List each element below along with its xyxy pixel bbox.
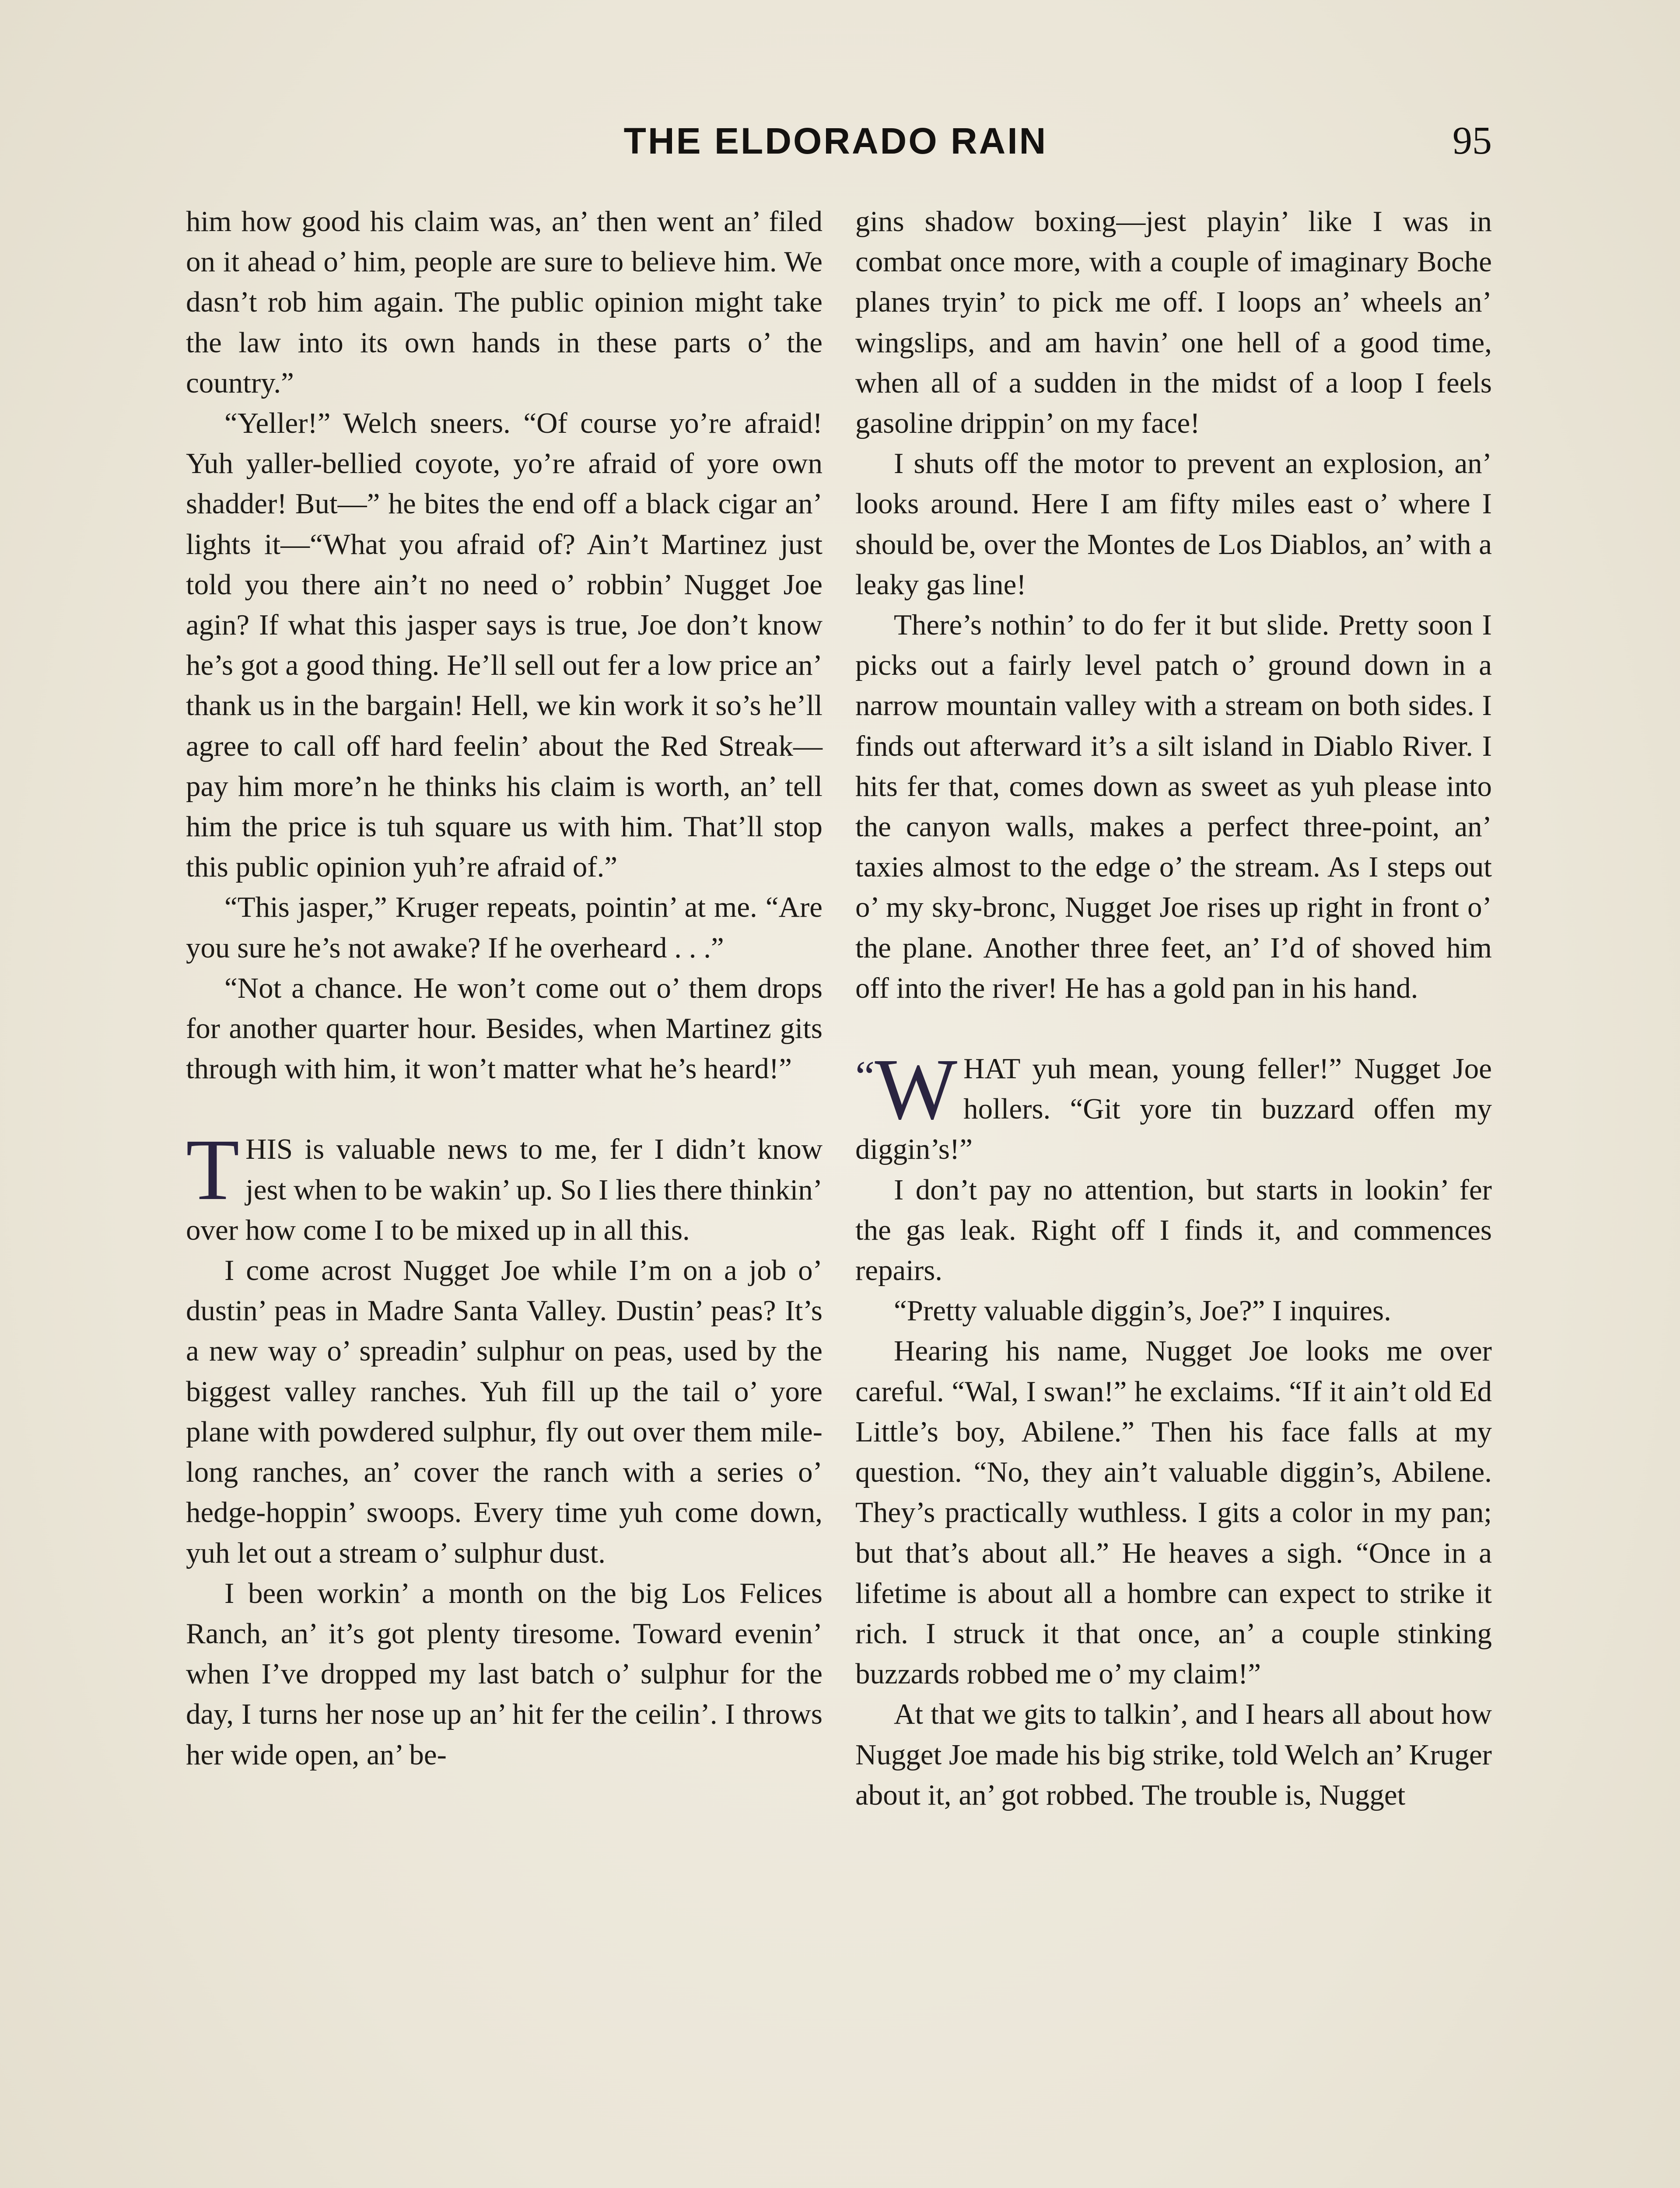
paragraph: “This jasper,” Kruger repeats, pointin’ at me. “Are you sure he’s not awake? If he overheard . . .” [186,891,822,964]
drop-cap [855,1041,958,1138]
paragraph: There’s nothin’ to do fer it but slide. Pretty soon I picks out a fairly level patch o’ ground down in a narrow mountain valley with a stream on both sides. I finds out afterward it’s a silt island in Diablo River. I hits fer that, comes down as sweet as yuh please into the canyon walls, makes a perfect three-point, an’ taxies almost to the edge o’ the stream. As I steps out o’ my sky-bronc, Nugget Joe rises up right in front o’ the plane. Another three feet, an’ I’d of shoved him off into the river! He has a gold pan in his hand. [855,609,1492,1004]
paragraph: I don’t pay no attention, but starts in lookin’ fer the gas leak. Right off I finds it, and commences repairs. [855,1173,1492,1287]
drop-cap-quote: “ [855,1052,875,1101]
drop-cap-letter: W [875,1041,958,1138]
section-paragraph [186,1122,822,1250]
paragraph: gins shadow boxing—jest playin’ like I was in combat once more, with a couple of imaginary Boche planes tryin’ to pick me off. I loops an’ wheels an’ wingslips, and am havin’ one hell of a good time, when all of a sudden in the midst of a loop I feels gasoline drippin’ on my face! [855,205,1492,440]
paragraph: At that we gits to talkin’, and I hears all about how Nugget Joe made his big strike, told Welch an’ Kruger about it, an’ got robbed. The trouble is, Nugget [855,1698,1492,1811]
paragraph: “Pretty valuable diggin’s, Joe?” I inquires. [894,1294,1391,1327]
drop-cap: T [186,1122,240,1219]
right-column [855,201,1492,1815]
left-column [186,201,822,1775]
section-paragraph [855,1041,1492,1170]
paragraph: I come acrost Nugget Joe while I’m on a job o’ dustin’ peas in Madre Santa Valley. Dustin’ peas? It’s a new way o’ spreadin’ sulphur on peas, used by the biggest valley ranches. Yuh fill up the tail o’ yore plane with powdered sulphur, fly out over them mile-long ranches, an’ cover the ranch with a series o’ hedge-hoppin’ swoops. Every time yuh come down, yuh let out a stream o’ sulphur dust. [186,1254,822,1569]
running-title: THE ELDORADO RAIN [623,120,1048,161]
paragraph: I shuts off the motor to prevent an explosion, an’ looks around. Here I am fifty miles east o’ where I should be, over the Montes de Los Diablos, an’ with a leaky gas line! [855,447,1492,601]
page-number: 95 [1452,119,1492,162]
paragraph: “Not a chance. He won’t come out o’ them drops for another quarter hour. Besides, when Martinez gits through with him, it won’t matter what he’s heard!” [186,971,822,1085]
paragraph: I been workin’ a month on the big Los Felices Ranch, an’ it’s got plenty tiresome. Toward evenin’ when I’ve dropped my last batch o’ sulphur for the day, I turns her nose up an’ hit fer the ceilin’. I throws her wide open, an’ be- [186,1577,822,1771]
paragraph-text: HIS is valuable news to me, fer I didn’t know jest when to be wakin’ up. So I lies there thinkin’ over how come I to be mixed up in all this. [186,1133,822,1246]
paragraph: him how good his claim was, an’ then went an’ filed on it ahead o’ him, people are sure to believe him. We dasn’t rob him again. The public opinion might take the law into its own hands in these parts o’ the country.” [186,205,822,399]
paragraph-text: HAT yuh mean, young feller!” Nugget Joe hollers. “Git yore tin buzzard offen my diggin’s!” [855,1052,1492,1166]
paragraph: “Yeller!” Welch sneers. “Of course yo’re afraid! Yuh yaller-bellied coyote, yo’re afraid of yore own shadder! But—” he bites the end off a black cigar an’ lights it—“What you afraid of? Ain’t Martinez just told you there ain’t no need o’ robbin’ Nugget Joe agin? If what this jasper says is true, Joe don’t know he’s got a good thing. He’ll sell out fer a low price an’ thank us in the bargain! Hell, we kin work it so’s he’ll agree to call off hard feelin’ about the Red Streak—pay him more’n he thinks his claim is worth, an’ tell him the price is tuh square us with him. That’ll stop this public opinion yuh’re afraid of.” [186,407,822,884]
paragraph: Hearing his name, Nugget Joe looks me over careful. “Wal, I swan!” he exclaims. “If it ain’t old Ed Little’s boy, Abilene.” Then his face falls at my question. “No, they ain’t valuable diggin’s, Abilene. They’s practically wuthless. I gits a color in my pan; but that’s about all.” He heaves a sigh. “Once in a lifetime is about all a hombre can expect to strike it rich. I struck it that once, an’ a couple stinking buzzards robbed me o’ my claim!” [855,1335,1492,1690]
page-header [179,115,1492,167]
